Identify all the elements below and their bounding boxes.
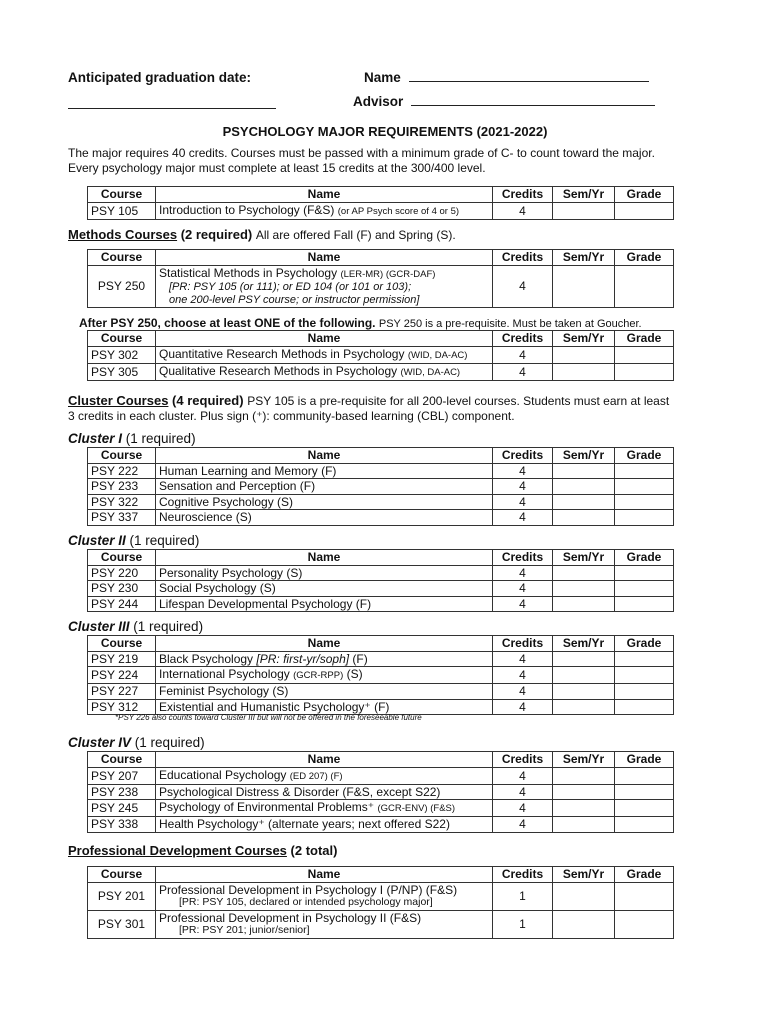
- course-note: (or AP Psych score of 4 or 5): [337, 205, 460, 217]
- cluster-intro: Cluster Courses (4 required) PSY 105 is a pre-requisite for all 200-level courses. Students must earn at least 3 credits in each cluster. Plus sign (⁺): community-based learning (CBL) component.: [68, 393, 670, 423]
- grade-cell[interactable]: [615, 346, 674, 363]
- semyr-cell[interactable]: [553, 596, 615, 612]
- table-row: [88, 202, 674, 219]
- name-label: Name: [364, 70, 401, 85]
- grade-cell[interactable]: [615, 510, 674, 526]
- semyr-cell[interactable]: [553, 363, 615, 380]
- grade-cell[interactable]: [615, 684, 674, 700]
- table-row: PSY 312 Existential and Humanistic Psychology⁺ (F) 4: [88, 699, 674, 715]
- grade-cell[interactable]: [615, 565, 674, 581]
- grade-cell[interactable]: [615, 817, 674, 833]
- advisor-field[interactable]: [353, 94, 655, 109]
- cluster-4-heading: Cluster IV (1 required): [68, 735, 205, 750]
- cluster-1-heading: Cluster I (1 required): [68, 431, 196, 446]
- semyr-cell[interactable]: [553, 651, 615, 667]
- advisor-label: Advisor: [353, 94, 404, 109]
- after-psy250-note: After PSY 250, choose at least ONE of the following. PSY 250 is a pre-requisite. Must be taken at Goucher.: [79, 316, 642, 330]
- course-code: PSY 250: [88, 265, 156, 308]
- table-row: PSY 245 Psychology of Environmental Problems⁺ (GCR-ENV) (F&S) 4: [88, 800, 674, 817]
- semyr-cell[interactable]: [553, 463, 615, 479]
- grade-cell[interactable]: [615, 202, 674, 219]
- cluster-1-table: [87, 447, 674, 526]
- semyr-cell[interactable]: [553, 684, 615, 700]
- table-row: PSY 219 Black Psychology [PR: first-yr/soph] (F) 4: [88, 651, 674, 667]
- grade-cell[interactable]: [615, 596, 674, 612]
- grade-cell[interactable]: [615, 910, 674, 938]
- table-row: PSY 337 Neuroscience (S) 4: [88, 510, 674, 526]
- table-row: PSY 238 Psychological Distress & Disorder (F&S, except S22) 4: [88, 784, 674, 800]
- semyr-cell[interactable]: [553, 910, 615, 938]
- semyr-cell[interactable]: [553, 510, 615, 526]
- grade-cell[interactable]: [615, 800, 674, 817]
- course-credits: 4: [493, 265, 553, 308]
- table-row: PSY 301 Professional Development in Psychology II (F&S) [PR: PSY 201; junior/senior] 1: [88, 910, 674, 938]
- cluster-3-table: [87, 635, 674, 715]
- table-row: PSY 207 Educational Psychology (ED 207) (F) 4: [88, 767, 674, 784]
- semyr-cell[interactable]: [553, 699, 615, 715]
- table-header-row: Course Name Credits Sem/Yr Grade: [88, 250, 674, 266]
- table-row: PSY 233 Sensation and Perception (F) 4: [88, 479, 674, 495]
- table-row: PSY 302 Quantitative Research Methods in Psychology (WID, DA-AC) 4: [88, 346, 674, 363]
- semyr-cell[interactable]: [553, 767, 615, 784]
- table-row: PSY 338 Health Psychology⁺ (alternate years; next offered S22) 4: [88, 817, 674, 833]
- grade-cell[interactable]: [615, 784, 674, 800]
- grade-cell[interactable]: [615, 479, 674, 495]
- table-row: PSY 305 Qualitative Research Methods in Psychology (WID, DA-AC) 4: [88, 363, 674, 380]
- semyr-cell[interactable]: [553, 581, 615, 597]
- table-row: PSY 244 Lifespan Developmental Psychology (F) 4: [88, 596, 674, 612]
- course-name: Statistical Methods in Psychology (LER-MR) (GCR-DAF) [PR: PSY 105 (or 111); or ED 104 (or 101 or 103); one 200-level PSY course; or instructor permission]: [156, 265, 493, 308]
- grade-cell[interactable]: [615, 265, 674, 308]
- advisor-blank[interactable]: [411, 105, 655, 106]
- course-code: PSY 105: [88, 202, 156, 219]
- intro-line-2: Every psychology major must complete at least 15 credits at the 300/400 level.: [68, 160, 486, 175]
- grade-cell[interactable]: [615, 581, 674, 597]
- name-field[interactable]: [364, 70, 649, 85]
- cluster-2-heading: Cluster II (1 required): [68, 533, 200, 548]
- page-title: PSYCHOLOGY MAJOR REQUIREMENTS (2021-2022): [222, 124, 548, 139]
- table-row: PSY 220 Personality Psychology (S) 4: [88, 565, 674, 581]
- table-header-row: Course Name Credits Sem/Yr Grade: [88, 867, 674, 883]
- methods-heading: Methods Courses (2 required) All are offered Fall (F) and Spring (S).: [68, 227, 456, 242]
- grade-cell[interactable]: [615, 882, 674, 910]
- col-credits: Credits: [493, 187, 553, 203]
- grade-cell[interactable]: [615, 494, 674, 510]
- semyr-cell[interactable]: [553, 800, 615, 817]
- table-row: PSY 227 Feminist Psychology (S) 4: [88, 684, 674, 700]
- table-row: PSY 224 International Psychology (GCR-RPP) (S) 4: [88, 667, 674, 684]
- semyr-cell[interactable]: [553, 202, 615, 219]
- table-header-row: Course Name Credits Sem/Yr Grade: [88, 550, 674, 566]
- col-course: Course: [88, 187, 156, 203]
- table-row: PSY 322 Cognitive Psychology (S) 4: [88, 494, 674, 510]
- graduation-date-blank[interactable]: [68, 94, 276, 109]
- name-blank[interactable]: [409, 81, 649, 82]
- grade-cell[interactable]: [615, 767, 674, 784]
- semyr-cell[interactable]: [553, 882, 615, 910]
- grade-cell[interactable]: [615, 667, 674, 684]
- intro-line-1: The major requires 40 credits. Courses must be passed with a minimum grade of C- to count toward the major.: [68, 146, 655, 160]
- table-row: PSY 201 Professional Development in Psychology I (P/NP) (F&S) [PR: PSY 105, declared or intended psychology major] 1: [88, 882, 674, 910]
- cluster-4-table: [87, 751, 674, 833]
- cluster-3-footnote: *PSY 226 also counts toward Cluster III but will not be offered in the foreseeable future: [115, 713, 422, 722]
- prof-dev-heading: Professional Development Courses (2 total): [68, 843, 338, 858]
- methods-choice-table: [87, 330, 674, 381]
- semyr-cell[interactable]: [553, 565, 615, 581]
- grade-cell[interactable]: [615, 463, 674, 479]
- intro-course-table: [87, 186, 674, 220]
- cluster-2-table: [87, 549, 674, 612]
- grade-cell[interactable]: [615, 363, 674, 380]
- col-semyr: Sem/Yr: [553, 187, 615, 203]
- semyr-cell[interactable]: [553, 479, 615, 495]
- course-credits: 4: [493, 202, 553, 219]
- grade-cell[interactable]: [615, 699, 674, 715]
- table-row: PSY 222 Human Learning and Memory (F) 4: [88, 463, 674, 479]
- col-grade: Grade: [615, 187, 674, 203]
- semyr-cell[interactable]: [553, 494, 615, 510]
- graduation-date-label: Anticipated graduation date:: [68, 70, 252, 85]
- table-row: PSY 230 Social Psychology (S) 4: [88, 581, 674, 597]
- table-header-row: Course Name Credits Sem/Yr Grade: [88, 331, 674, 347]
- table-header-row: [88, 187, 674, 203]
- table-header-row: Course Name Credits Sem/Yr Grade: [88, 448, 674, 464]
- cluster-3-heading: Cluster III (1 required): [68, 619, 204, 634]
- semyr-cell[interactable]: [553, 265, 615, 308]
- semyr-cell[interactable]: [553, 784, 615, 800]
- methods-table: [87, 249, 674, 308]
- semyr-cell[interactable]: [553, 346, 615, 363]
- grade-cell[interactable]: [615, 651, 674, 667]
- semyr-cell[interactable]: [553, 667, 615, 684]
- table-row: [88, 265, 674, 308]
- course-name: Introduction to Psychology (F&S) (or AP Psych score of 4 or 5): [156, 202, 493, 219]
- table-header-row: Course Name Credits Sem/Yr Grade: [88, 752, 674, 768]
- prof-dev-table: [87, 866, 674, 939]
- col-name: Name: [156, 187, 493, 203]
- semyr-cell[interactable]: [553, 817, 615, 833]
- table-header-row: Course Name Credits Sem/Yr Grade: [88, 636, 674, 652]
- intro-text: [68, 146, 655, 175]
